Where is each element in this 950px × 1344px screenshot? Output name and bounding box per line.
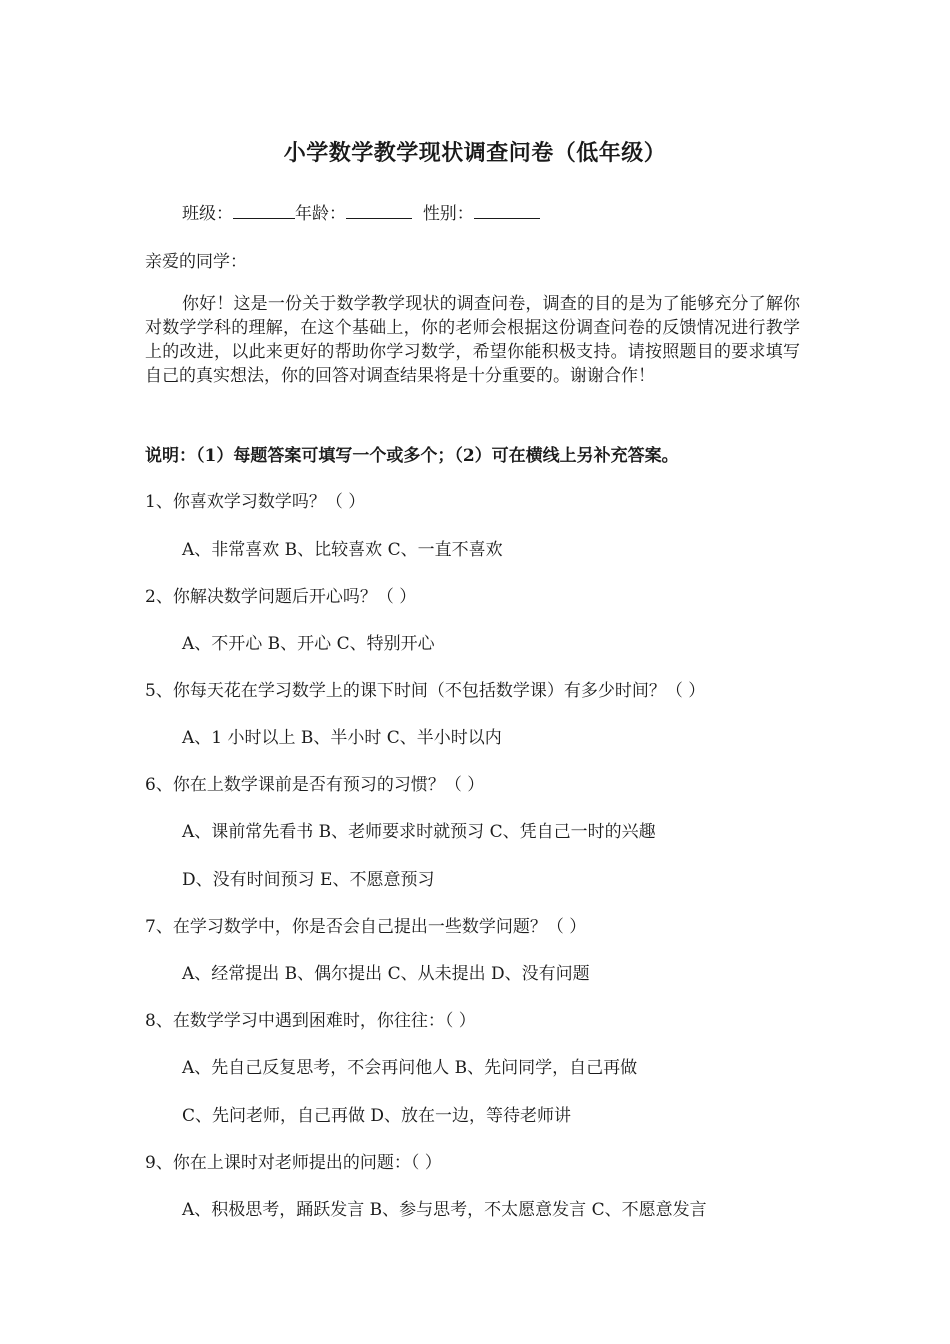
student-info-line bbox=[182, 199, 540, 224]
age-blank[interactable] bbox=[346, 204, 412, 219]
page-title: 小学数学教学现状调查问卷（低年级） bbox=[283, 140, 667, 166]
instruction-note: 说明：（1）每题答案可填写一个或多个；（2）可在横线上另补充答案。 bbox=[145, 446, 679, 466]
question-9-options: A、积极思考，踊跃发言 B、参与思考，不太愿意发言 C、不愿意发言 bbox=[182, 1200, 707, 1220]
question-8: 8、在数学学习中遇到困难时，你往往：（ ） bbox=[145, 1011, 476, 1031]
age-label: 年龄： bbox=[295, 204, 346, 224]
question-7: 7、在学习数学中，你是否会自己提出一些数学问题？（ ） bbox=[145, 917, 587, 937]
greeting: 亲爱的同学： bbox=[145, 252, 247, 272]
question-2: 2、你解决数学问题后开心吗？（ ） bbox=[145, 587, 417, 607]
question-1-options: A、非常喜欢 B、比较喜欢 C、一直不喜欢 bbox=[182, 540, 503, 560]
question-5: 5、你每天花在学习数学上的课下时间（不包括数学课）有多少时间？（ ） bbox=[145, 681, 706, 701]
question-8-options-2: C、先问老师，自己再做 D、放在一边，等待老师讲 bbox=[182, 1106, 572, 1126]
question-5-options: A、1 小时以上 B、半小时 C、半小时以内 bbox=[182, 728, 502, 748]
intro-paragraph: 你好！这是一份关于数学教学现状的调查问卷，调查的目的是为了能够充分了解你对数学学科的理解，在这个基础上，你的老师会根据这份调查问卷的反馈情况进行教学上的改进，以此来更好的帮助你学习数学，希望你能积极支持。请按照题目的要求填写自己的真实想法，你的回答对调查结果将是十分重要的。谢谢合作！ bbox=[145, 294, 800, 386]
question-6-options-1: A、课前常先看书 B、老师要求时就预习 C、凭自己一时的兴趣 bbox=[182, 822, 656, 842]
class-label: 班级： bbox=[182, 204, 233, 224]
question-9: 9、你在上课时对老师提出的问题：（ ） bbox=[145, 1153, 442, 1173]
question-7-options: A、经常提出 B、偶尔提出 C、从未提出 D、没有问题 bbox=[182, 964, 590, 984]
gender-blank[interactable] bbox=[474, 204, 540, 219]
gender-label: 性别： bbox=[422, 204, 474, 224]
question-1: 1、你喜欢学习数学吗？（ ） bbox=[145, 492, 366, 512]
question-6: 6、你在上数学课前是否有预习的习惯？（ ） bbox=[145, 775, 485, 795]
question-2-options: A、不开心 B、开心 C、特别开心 bbox=[182, 634, 435, 654]
class-blank[interactable] bbox=[233, 204, 295, 219]
question-6-options-2: D、没有时间预习 E、不愿意预习 bbox=[182, 870, 435, 890]
question-8-options-1: A、先自己反复思考，不会再问他人 B、先问同学，自己再做 bbox=[182, 1058, 638, 1078]
